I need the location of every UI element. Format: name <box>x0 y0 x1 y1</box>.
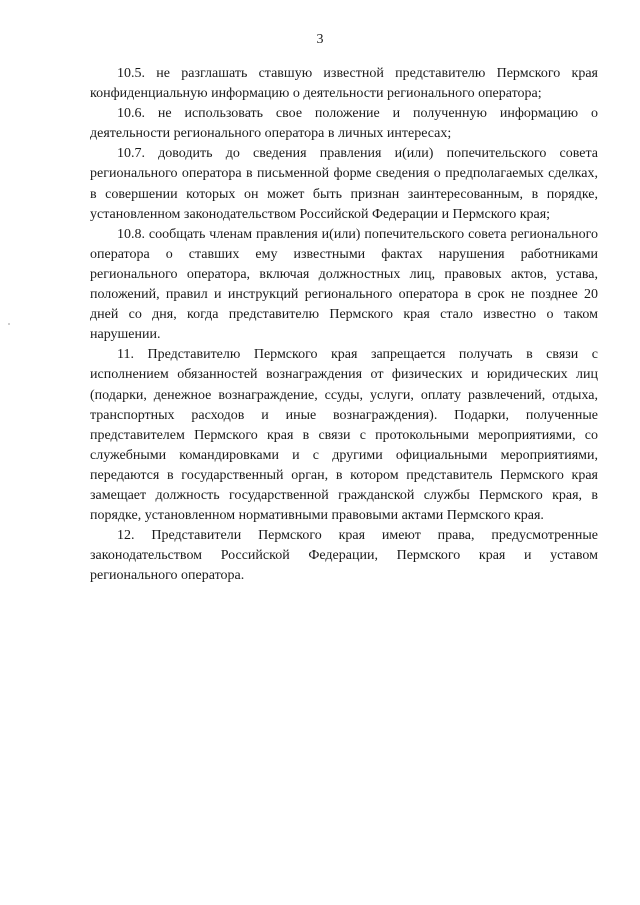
paragraph-11: 11. Представителю Пермского края запрещается получать в связи с исполнением обязанностей вознаграждения от физических и юридических лиц (подарки, денежное вознаграждение, ссуды, услуги, оплату развлечений, отдыха, транспортных расходов и иные вознаграждения). Подарки, полученные представителем Пермского края в связи с протокольными мероприятиями, со служебными командировками и с другими официальными мероприятиями, передаются в государственный орган, в котором представитель Пермского края замещает должность государственной гражданской службы Пермского края, в порядке, установленном нормативными правовыми актами Пермского края. <box>90 347 598 524</box>
paragraph-10-6: 10.6. не использовать свое положение и полученную информацию о деятельности регионального оператора в личных интересах; <box>90 106 598 142</box>
paragraph-10-5: 10.5. не разглашать ставшую известной представителю Пермского края конфиденциальную информацию о деятельности регионального оператора; <box>90 66 598 102</box>
paragraph-10-7: 10.7. доводить до сведения правления и(или) попечительского совета регионального оператора в письменной форме сведения о предполагаемых сделках, в совершении которых он может быть признан заинтересованным, в порядке, установленном законодательством Российской Федерации и Пермского края; <box>90 146 598 222</box>
paragraph-10-8: 10.8. сообщать членам правления и(или) попечительского совета регионального оператора о ставших ему известными фактах нарушения работниками регионального оператора, включая должностных лиц, правовых актов, устава, положений, правил и инструкций регионального оператора в срок не позднее 20 дней со дня, когда представителю Пермского края стало известно о таком нарушении. <box>90 226 598 343</box>
document-body <box>90 64 598 586</box>
paragraph-12: 12. Представители Пермского края имеют права, предусмотренные законодательством Российской Федерации, Пермского края и уставом регионального оператора. <box>90 528 598 584</box>
page-number: 3 <box>316 32 324 47</box>
scan-margin-mark <box>8 323 10 325</box>
